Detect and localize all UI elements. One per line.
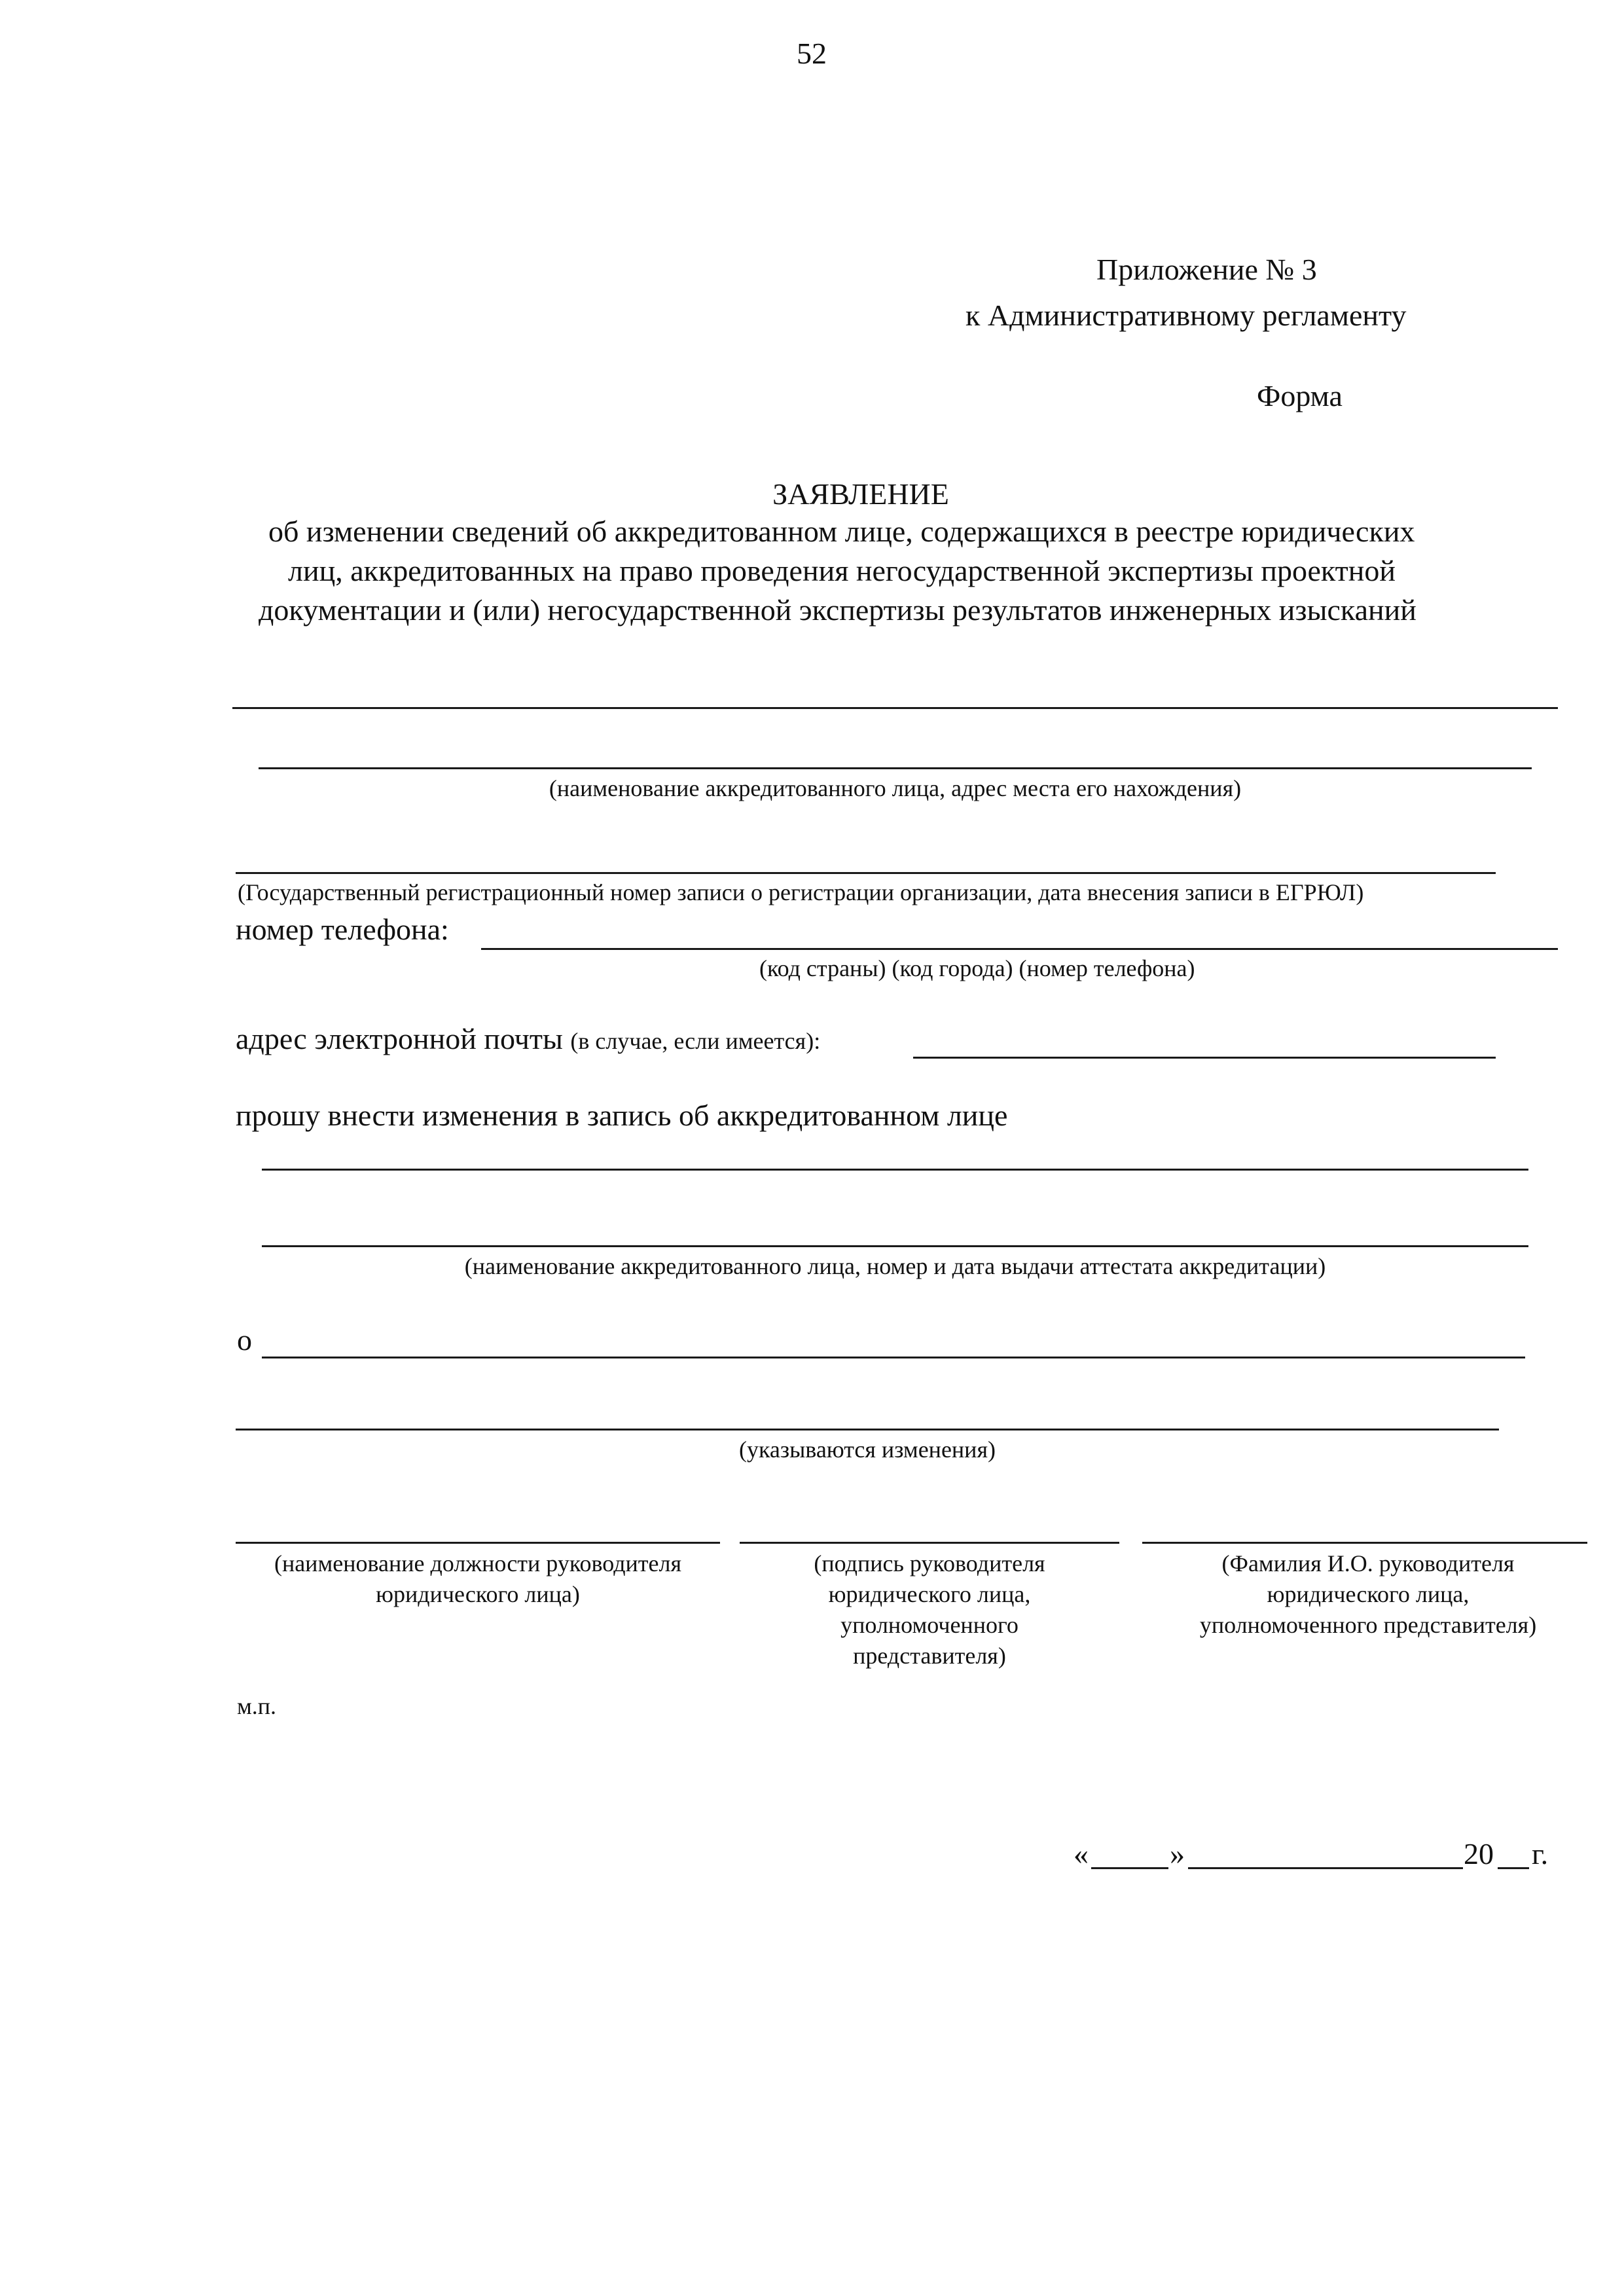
signature-caption-line: представителя) — [853, 1643, 1006, 1669]
request-text: прошу внести изменения в запись об аккредитованном лице — [236, 1099, 1008, 1132]
full-name-caption-line: уполномоченного представителя) — [1199, 1612, 1537, 1638]
date-day-line[interactable] — [1091, 1867, 1168, 1869]
date-year-line[interactable] — [1498, 1867, 1529, 1869]
position-caption — [232, 1548, 723, 1610]
full-name-caption — [1139, 1548, 1597, 1641]
date-open-quote: « — [1074, 1837, 1089, 1870]
cert-line-2[interactable] — [262, 1245, 1528, 1247]
stamp-place: м.п. — [237, 1693, 277, 1719]
date-close-quote: » — [1170, 1837, 1185, 1870]
phone-label: номер телефона: — [236, 913, 449, 946]
document-heading: ЗАЯВЛЕНИЕ — [772, 477, 949, 511]
document-title-line-3: документации и (или) негосударственной экспертизы результатов инженерных изысканий — [259, 593, 1416, 627]
page-number: 52 — [797, 37, 827, 70]
date-year-prefix: 20 — [1464, 1837, 1494, 1870]
signature-line[interactable] — [740, 1542, 1119, 1544]
about-label: о — [237, 1323, 252, 1357]
email-label-main: адрес электронной почты — [236, 1022, 563, 1055]
phone-caption: (код страны) (код города) (номер телефона) — [759, 955, 1195, 981]
full-name-line[interactable] — [1142, 1542, 1587, 1544]
signature-caption — [730, 1548, 1129, 1671]
signature-caption-line: уполномоченного — [840, 1612, 1019, 1638]
changes-line-2[interactable] — [236, 1429, 1499, 1430]
registration-line[interactable] — [236, 872, 1496, 874]
org-name-line-1[interactable] — [232, 707, 1558, 709]
changes-line-1[interactable] — [262, 1357, 1525, 1358]
position-line[interactable] — [236, 1542, 720, 1544]
appendix-subtitle: к Административному регламенту — [965, 299, 1407, 332]
appendix-title: Приложение № 3 — [1096, 253, 1317, 286]
email-label — [236, 1021, 820, 1056]
document-title-line-2: лиц, аккредитованных на право проведения негосударственной экспертизы проектной — [288, 554, 1396, 587]
position-caption-line: юридического лица) — [376, 1581, 580, 1607]
signature-caption-line: юридического лица, — [828, 1581, 1031, 1607]
cert-line-1[interactable] — [262, 1169, 1528, 1171]
phone-input-line[interactable] — [481, 948, 1558, 950]
email-label-note: (в случае, если имеется): — [570, 1028, 821, 1054]
full-name-caption-line: юридического лица, — [1267, 1581, 1470, 1607]
email-input-line[interactable] — [913, 1057, 1496, 1059]
cert-caption: (наименование аккредитованного лица, номер и дата выдачи аттестата аккредитации) — [464, 1253, 1326, 1279]
position-caption-line: (наименование должности руководителя — [274, 1550, 682, 1576]
full-name-caption-line: (Фамилия И.О. руководителя — [1221, 1550, 1515, 1576]
org-name-line-2[interactable] — [259, 767, 1532, 769]
registration-caption: (Государственный регистрационный номер записи о регистрации организации, дата внесения записи в ЕГРЮЛ) — [238, 879, 1364, 905]
signature-caption-line: (подпись руководителя — [814, 1550, 1045, 1576]
date-month-line[interactable] — [1188, 1867, 1463, 1869]
form-label: Форма — [1257, 379, 1343, 412]
date-year-suffix: г. — [1532, 1837, 1549, 1870]
document-title-line-1: об изменении сведений об аккредитованном лице, содержащихся в реестре юридических — [268, 515, 1415, 548]
org-name-caption: (наименование аккредитованного лица, адрес места его нахождения) — [549, 775, 1242, 801]
changes-caption: (указываются изменения) — [738, 1436, 996, 1463]
